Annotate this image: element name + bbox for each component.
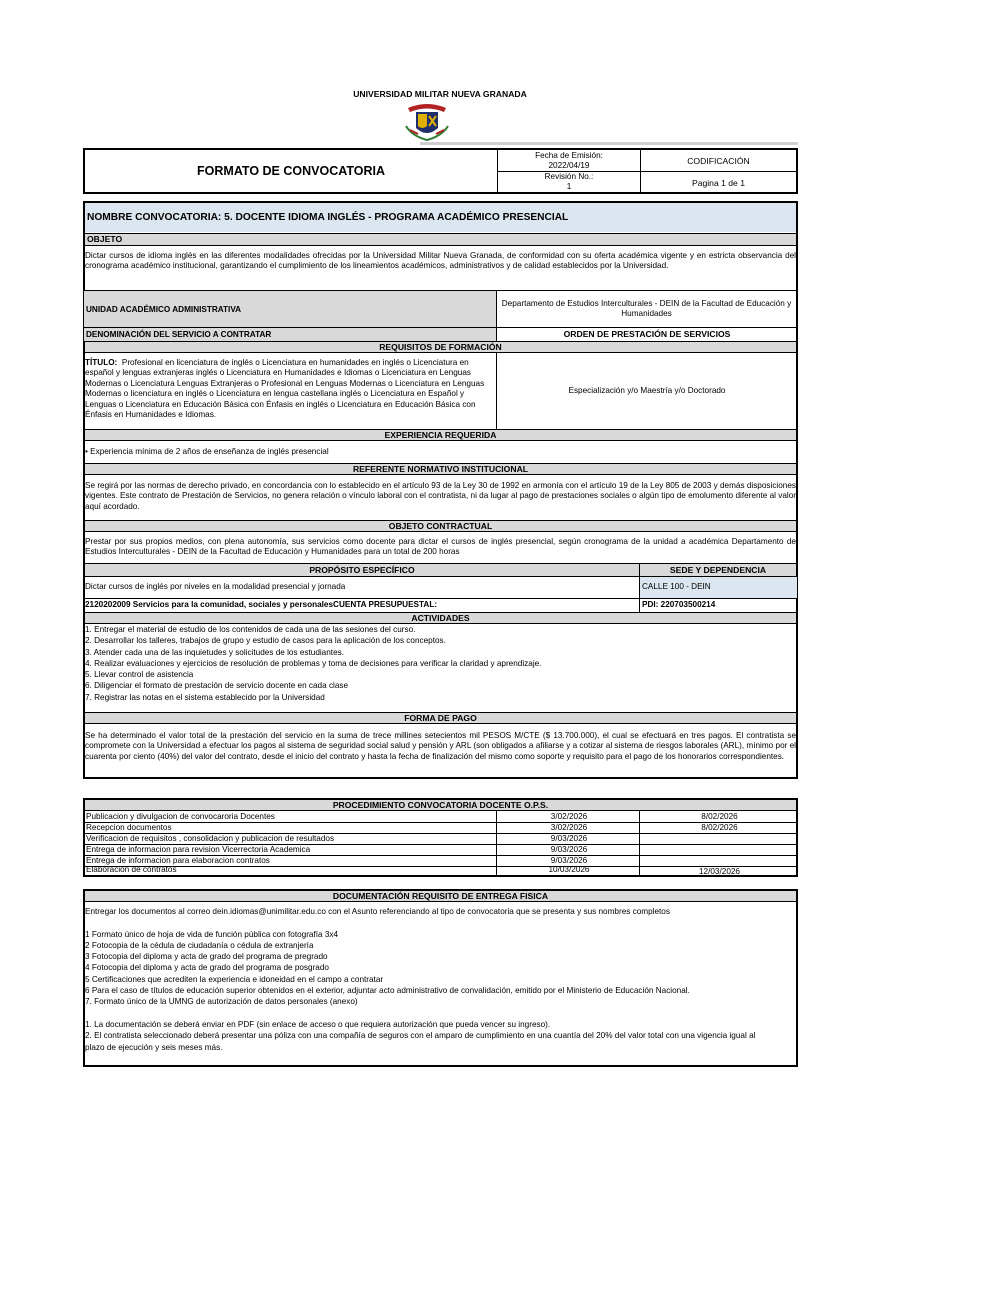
documentacion-title: DOCUMENTACIÓN REQUISITO DE ENTREGA FISICA xyxy=(84,890,797,902)
list-item: 1. Entregar el material de estudio de los contenidos de cada una de las sesiones del curso. xyxy=(85,625,416,634)
list-item: 5. Llevar control de asistencia xyxy=(85,670,194,680)
list-item: 3. Atender cada una de las inquietudes y solicitudes de los estudiantes. xyxy=(85,647,344,657)
cuenta-presupuestal: 2120202009 Servicios para la comunidad, sociales y personalesCUENTA PRESUPUESTAL: xyxy=(85,600,438,609)
codificacion: CODIFICACIÓN xyxy=(687,156,750,166)
table-row-end: 12/03/2026 xyxy=(699,867,740,876)
documentacion-body xyxy=(85,906,796,1053)
table-row-label: Publicacion y divulgacion de convocaroria Docentes xyxy=(86,812,275,821)
actividades-label: ACTIVIDADES xyxy=(84,612,797,624)
umng-shield-logo-icon xyxy=(402,100,452,142)
pago-text: Se ha determinado el valor total de la prestación del servicio en la suma de trece millines setecientos mil PESOS M/CTE ($ 13.700.000), el cual se efectuará en tres pagos. El contratista se compromete con la Universidad a efectuar los pagos al sistema de seguridad social salud y pensión y ARL (son obligados a afiliarse y a cotizar al sistema de riesgos laborales (ARL), mínimo por el cuarenta por ciento (40%) del valor del contrato, desde el inicio del contrato y hasta la fecha de finalización del mismo como soporte y requisito para el pago de los honorarios correspondientes. xyxy=(85,731,796,761)
table-row-end: 8/02/2026 xyxy=(701,823,738,832)
table-row-label: Verificacion de requisitos , consolidacion y publicacion de resultados xyxy=(86,834,335,843)
table-row-start: 3/02/2026 xyxy=(550,812,588,821)
fecha-label: Fecha de Emisión: xyxy=(535,151,603,160)
referente-label: REFERENTE NORMATIVO INSTITUCIONAL xyxy=(84,463,797,475)
university-name: UNIVERSIDAD MILITAR NUEVA GRANADA xyxy=(353,89,527,99)
table-row-label: Elaboracion de contratos xyxy=(86,865,177,874)
header-rule xyxy=(420,142,798,145)
actividades-list xyxy=(85,624,796,703)
revision-label: Revisión No.: xyxy=(544,172,594,181)
list-item: 6 Para el caso de títulos de educación superior obtenidos en el exterior, adjuntar acto administrativo de convalidación, emitido por el Ministerio de Educación Nacional. xyxy=(85,986,690,996)
unidad-label: UNIDAD ACADÉMICO ADMINISTRATIVA xyxy=(84,291,496,327)
list-item: 7. Formato único de la UMNG de autorización de datos personales (anexo) xyxy=(85,997,358,1007)
table-row-start: 9/03/2026 xyxy=(550,845,588,854)
referente-text: Se regirá por las normas de derecho privado, en concordancia con lo establecido en el artículo 93 de la Ley 30 de 1992 en armonía con el artículo 19 de la Ley 805 de 2003 y demás disposiciones vigentes. Este contrato de Prestación de Servicios, no genera relación o vínculo laboral con el contratista, ni da lugar al pago de prestaciones sociales o algún tipo de emolumento diferente al valor aquí acordado. xyxy=(85,481,796,511)
procedimiento-title: PROCEDIMIENTO CONVOCATORIA DOCENTE O.P.S. xyxy=(84,799,797,811)
list-item: 4 Fotocopia del diploma y acta de grado del programa de posgrado xyxy=(85,963,329,973)
table-row-start: 3/02/2026 xyxy=(550,823,588,832)
sede-label: SEDE Y DEPENDENCIA xyxy=(639,563,797,577)
note-item: 1. La documentación se deberá enviar en PDF (sin enlace de acceso o que requiera autorización que pueda vencer su ingreso). xyxy=(85,1019,551,1029)
list-item: 2 Fotocopia de la cédula de ciudadanía o cédula de extranjería xyxy=(85,940,314,950)
experiencia-text: • Experiencia mínima de 2 años de enseñanza de inglés presencial xyxy=(85,447,329,456)
requisitos-label: REQUISITOS DE FORMACIÓN xyxy=(84,341,797,353)
posgrado-requirement: Especialización y/o Maestría y/o Doctorado xyxy=(568,385,726,395)
titulo-label: TÍTULO: xyxy=(85,358,118,367)
revision-value: 1 xyxy=(566,182,572,191)
list-item: 4. Realizar evaluaciones y ejercicios de resolución de problemas y toma de decisiones para verificar la claridad y aprendizaje. xyxy=(85,658,542,668)
denominacion-value: ORDEN DE PRESTACIÓN DE SERVICIOS xyxy=(563,329,731,339)
list-item: 7. Registrar las notas en el sistema establecido por la Universidad xyxy=(85,692,325,702)
objeto-label: OBJETO xyxy=(84,233,797,246)
titulo-text: Profesional en licenciatura de inglés o Licenciatura en humanidades en inglés o Licenciatura en español y lenguas extranjeras inglés o Licenciatura en Humanidades e Idiomas o Licenciatura en Lenguas Modernas o Licenciatura Lenguas Extranjeras o Profesional en Lenguas Modernas o Licenciatura en Lenguas Modernas o licenciatura en inglés o Licenciatura en lengua castellana inglés o Licenciatura en Español y Lenguas o Licenciatura en Educación Básica con Énfasis en inglés o Licenciatura en Educación Básica con Énfasis en Humanidades e Idiomas. xyxy=(85,358,485,420)
pago-label: FORMA DE PAGO xyxy=(84,712,797,724)
fecha-value: 2022/04/19 xyxy=(548,161,590,170)
sede-value: CALLE 100 - DEIN xyxy=(640,577,797,598)
proposito-label: PROPÓSITO ESPECÍFICO xyxy=(84,563,640,577)
pagina: Pagina 1 de 1 xyxy=(691,178,746,188)
objeto-contractual-text: Prestar por sus propios medios, con plena autonomía, sus servicios como docente para dictar el cursos de inglés presencial, según cronograma de la unidad a académica Departamento de Estudios Interculturales - DEIN de la Facultad de Educación y Humanidades para un total de 200 horas xyxy=(85,537,796,557)
note-item: 2. El contratista seleccionado deberá presentar una póliza con una compañía de seguros con el amparo de cumplimiento en una cuantía del 20% del valor total con una vigencia igual al plazo de ejecución y seis meses más. xyxy=(85,1031,756,1052)
list-item: 3 Fotocopia del diploma y acta de grado del programa de pregrado xyxy=(85,952,328,962)
unidad-value: Departamento de Estudios Interculturales - DEIN de la Facultad de Educación y Humanidades xyxy=(501,298,792,318)
header-table xyxy=(83,148,798,194)
titulo-block xyxy=(85,358,493,420)
table-row-label: Entrega de informacion para elaboracion contratos xyxy=(86,856,270,865)
page-title: FORMATO DE CONVOCATORIA xyxy=(197,164,385,178)
denominacion-label: DENOMINACIÓN DEL SERVICIO A CONTRATAR xyxy=(84,328,496,341)
experiencia-label: EXPERIENCIA REQUERIDA xyxy=(84,429,797,441)
table-row-start: 9/03/2026 xyxy=(550,856,588,865)
table-row-label: Entrega de informacion para revision Vicerrectoria Academica xyxy=(86,845,311,854)
pdi-code: PDI: 220703500214 xyxy=(642,600,716,609)
table-row-end: 8/02/2026 xyxy=(701,812,738,821)
documentacion-intro: Entregar los documentos al correo dein.idiomas@unimilitar.edu.co con el Asunto referenciando al tipo de convocatoria que se presenta y sus nombres completos xyxy=(85,907,670,916)
list-item: 2. Desarrollar los talleres, trabajos de grupo y estudio de casos para la aplicación de los conceptos. xyxy=(85,636,446,646)
list-item: 5 Certificaciones que acrediten la experiencia e idoneidad en el campo a contratar xyxy=(85,974,384,984)
table-row-label: Recepcion documentos xyxy=(86,823,172,832)
proposito-text: Dictar cursos de inglés por niveles en la modalidad presencial y jornada xyxy=(85,582,346,592)
list-item: 6. Diligenciar el formato de prestación de servicio docente en cada clase xyxy=(85,681,349,691)
table-row-start: 10/03/2026 xyxy=(548,865,590,874)
list-item: 1 Formato único de hoja de vida de función pública con fotografía 3x4 xyxy=(85,929,339,939)
table-row-start: 9/03/2026 xyxy=(550,834,588,843)
objeto-text: Dictar cursos de idioma inglés en las diferentes modalidades ofrecidas por la Universidad Militar Nueva Granada, de conformidad con su oferta académica vigente y en estricta observancia del cronograma académico institucional, garantizando el cumplimiento de los lineamientos académicos, administrativos y de calidad establecidos por la Universidad. xyxy=(85,251,796,271)
convocatoria-name: NOMBRE CONVOCATORIA: 5. DOCENTE IDIOMA INGLÉS - PROGRAMA ACADÉMICO PRESENCIAL xyxy=(85,203,796,232)
objeto-contractual-label: OBJETO CONTRACTUAL xyxy=(84,520,797,532)
